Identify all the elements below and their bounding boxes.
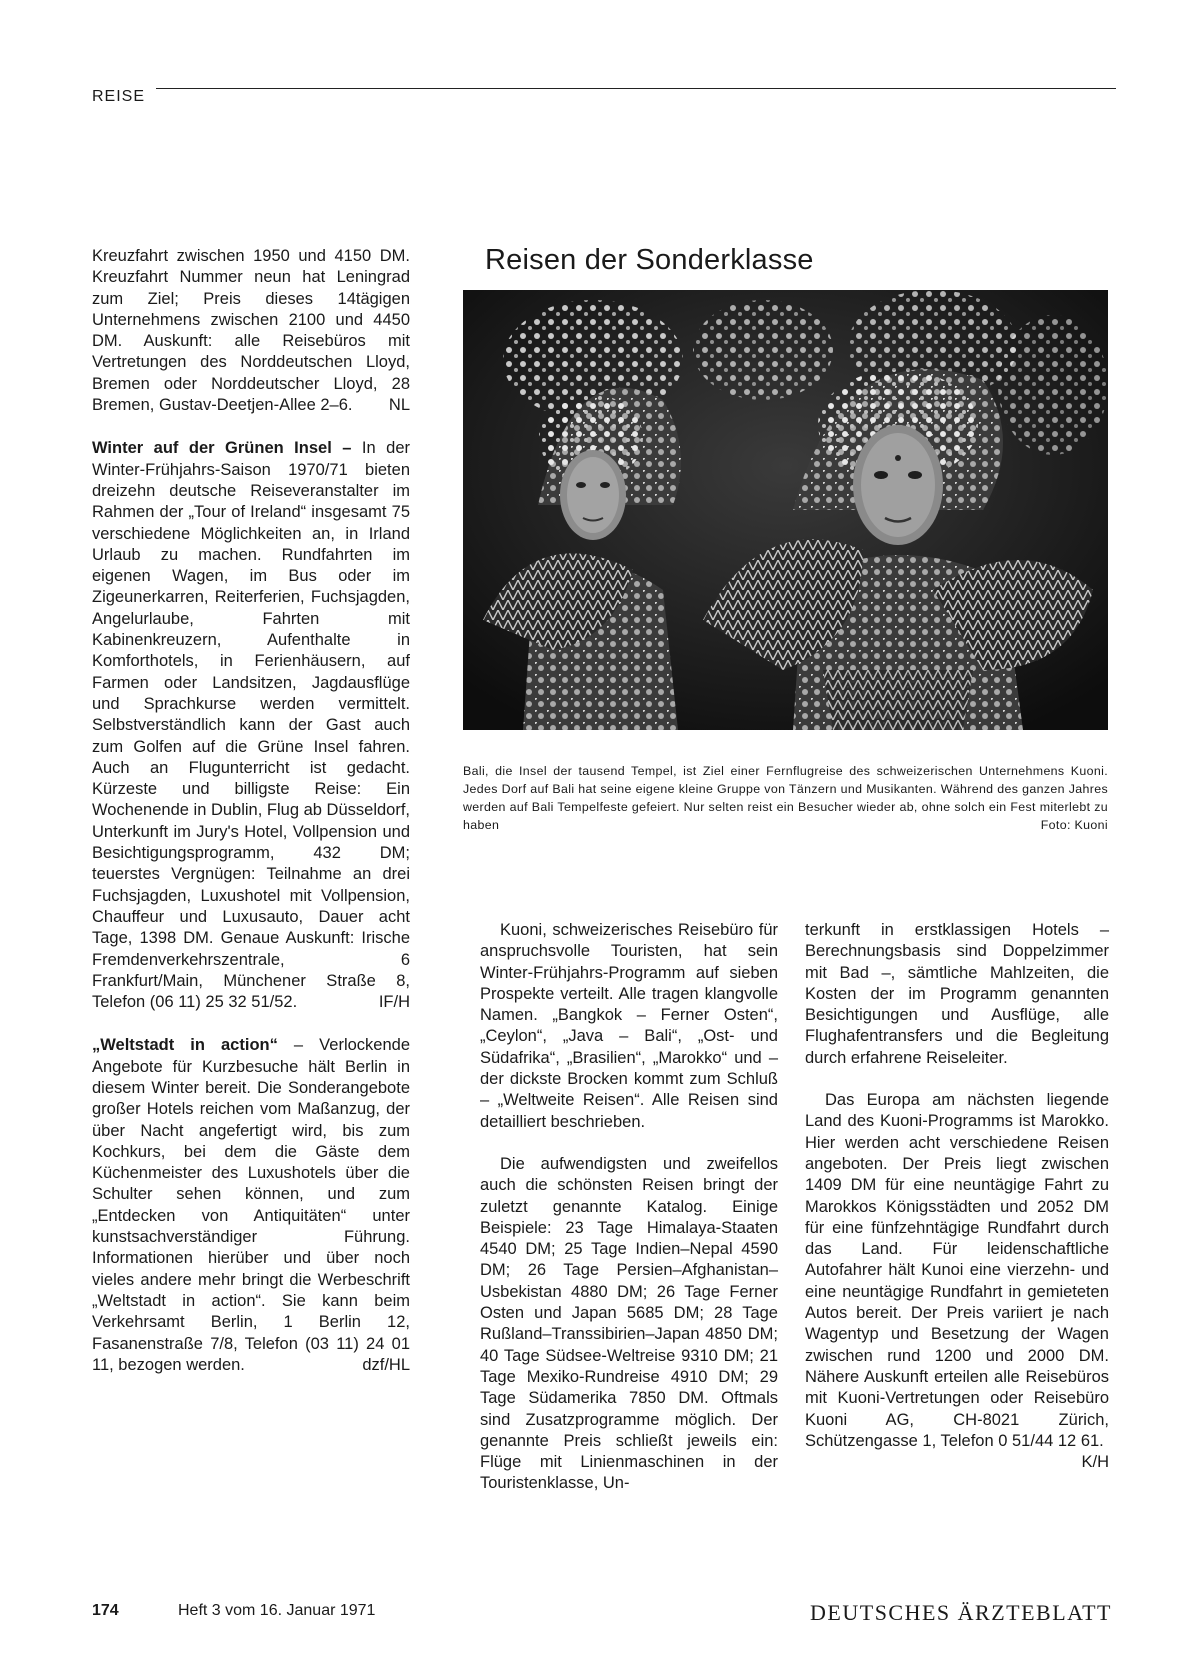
berlin-headline: „Weltstadt in action“ <box>92 1036 278 1055</box>
kuoni-morocco-text: Das Europa am nächsten liegende Land des Kuoni-Programms ist Marokko. Hier werden acht verschiedene Reisen angeboten. Der Preis liegt zwischen 1409 DM für eine neuntägige Fahrt zu Marokkos Königsstädten und 2052 DM für eine fünfzehntägige Rundfahrt durch das Land. Für leidenschaftliche Autofahrer hält Kunoi eine vierzehn- und eine neuntägige Rundfahrt in gemieteten Autos bereit. Der Preis variiert je nach Wagentyp und Besetzung der Wagen zwischen rund 1200 und 2000 DM. Nähere Auskunft erteilen alle Reisebüros mit Kuoni-Vertretungen oder Reisebüro Kuoni AG, CH-8021 Zürich, Schützengasse 1, Telefon 0 51/44 12 61. <box>805 1091 1109 1450</box>
issue-info: Heft 3 vom 16. Januar 1971 <box>178 1602 376 1619</box>
cruise-text: Kreuzfahrt zwischen 1950 und 4150 DM. Kreuzfahrt Nummer neun hat Leningrad zum Ziel; Preis dieses 14tägigen Unternehmens zwischen 2100 und 4450 DM. Auskunft: alle Reisebüros mit Vertretungen des Norddeutschen Lloyd, Bremen oder Norddeutscher Lloyd, 28 Bremen, Gustav-Deetjen-Allee 2–6. <box>92 247 410 415</box>
left-column <box>92 246 410 1376</box>
article-title: Reisen der Sonderklasse <box>485 244 814 276</box>
ireland-headline: Winter auf der Grünen Insel – <box>92 439 352 458</box>
kuoni-examples-paragraph: Die aufwendigsten und zweifellos auch die schönsten Reisen bringt der zuletzt genannte Katalog. Einige Beispiele: 23 Tage Himalaya-Staaten 4540 DM; 25 Tage Indien–Nepal 4590 DM; 26 Tage Persien–Afghanistan–Usbekistan 4880 DM; 26 Tage Ferner Osten und Japan 5685 DM; 28 Tage Rußland–Transsibirien–Japan 4850 DM; 40 Tage Südsee-Weltreise 9310 DM; 21 Tage Mexiko-Rundreise 4910 DM; 29 Tage Südamerika 7850 DM. Oftmals sind Zusatzprogramme möglich. Der genannte Preis schließt jeweils ein: Flüge mit Linienmaschinen in der Touristenklasse, Un- <box>480 1154 778 1493</box>
photo-caption <box>463 762 1108 834</box>
page-header <box>92 88 1112 108</box>
signature-ifh: IF/H <box>378 993 410 1012</box>
cruise-paragraph <box>92 246 410 416</box>
ireland-paragraph <box>92 438 410 1013</box>
article-column-right <box>805 920 1109 1473</box>
page-footer <box>92 1600 1112 1628</box>
photo-illustration <box>463 290 1108 730</box>
kuoni-services-paragraph: terkunft in erstklassigen Hotels – Berechnungsbasis sind Doppelzimmer mit Bad –, sämtliche Mahlzeiten, die Kosten der im Programm genannten Besichtigungen und Ausflüge, alle Flughafentransfers und die Begleitung durch erfahrene Reiseleiter. <box>805 921 1109 1067</box>
caption-text: Bali, die Insel der tausend Tempel, ist Ziel einer Fernflugreise des schweizerischen Unternehmens Kuoni. Jedes Dorf auf Bali hat seine eigene kleine Gruppe von Tänzern und Musikanten. Während des ganzen Jahres werden auf Bali Tempelfeste gefeiert. Nur selten reist ein Besucher wieder ab, ohne solch ein Fest miterlebt zu haben <box>463 764 1108 832</box>
section-label: REISE <box>92 88 146 105</box>
publication-name: DEUTSCHES ÄRZTEBLATT <box>810 1600 1112 1625</box>
kuoni-intro-paragraph: Kuoni, schweizerisches Reisebüro für anspruchsvolle Touristen, hat sein Winter-Frühjahrs-Programm auf sieben Prospekte verteilt. Alle tragen klangvolle Namen. „Bangkok – Ferner Osten“, „Ceylon“, „Java – Bali“, „Ost- und Südafrika“, „Brasilien“, „Marokko“ und – der dickste Brocken kommt zum Schluß – „Weltweite Reisen“. Alle Reisen sind detailliert beschrieben. <box>480 921 778 1131</box>
berlin-paragraph <box>92 1035 410 1376</box>
bali-dancers-photo <box>463 290 1108 730</box>
signature-dzfhl: dzf/HL <box>362 1355 410 1374</box>
page-number: 174 <box>92 1602 119 1619</box>
ireland-text: In der Winter-Frühjahrs-Saison 1970/71 bieten dreizehn deutsche Reiseveranstalter im Rahmen der „Tour of Ireland“ insgesamt 75 verschiedene Möglichkeiten an, in Irland Urlaub zu machen. Rundfahrten im eigenen Wagen, im Bus oder im Zigeunerkarren, Reiterferien, Fuchsjagden, Angelurlaube, Fahrten mit Kabinenkreuzern, Aufenthalte in Komforthotels, in Ferienhäusern, auf Farmen oder Landsitzen, Jagdausflüge und Sprachkurse werden vermittelt. Selbstverständlich kann der Gast auch zum Golfen auf die Grüne Insel fahren. Auch an Flugunterricht ist gedacht. Kürzeste und billigste Reise: Ein Wochenende in Dublin, Flug ab Düsseldorf, Unterkunft im Jury's Hotel, Vollpension und Besichtigungsprogramm, 432 DM; teuerstes Vergnügen: Teilnahme an drei Fuchsjagden, Luxushotel mit Vollpension, Chauffeur und Luxusauto, Dauer acht Tage, 1398 DM. Genaue Auskunft: Irische Fremdenverkehrszentrale, 6 Frankfurt/Main, Münchener Straße 8, Telefon (06 11) 25 32 51/52. <box>92 439 410 1012</box>
signature-nl: NL <box>388 396 410 415</box>
header-rule <box>156 88 1116 89</box>
photo-credit: Foto: Kuoni <box>1040 818 1108 832</box>
berlin-text: – Verlockende Angebote für Kurzbesuche hält Berlin in diesem Winter bereit. Die Sonderangebote großer Hotels reichen vom Maßanzug, der über Nacht angefertigt wird, bis zum Kochkurs, bei dem die Gäste dem Küchenmeister des Luxushotels über die Schulter sehen können, und zum „Entdecken von Antiquitäten“ unter kunstsachverständiger Führung. Informationen hierüber und über noch vieles andere mehr bringt die Werbeschrift „Weltstadt in action“. Sie kann beim Verkehrsamt Berlin, 1 Berlin 12, Fasanenstraße 7/8, Telefon (03 11) 24 01 11, bezogen werden. <box>92 1036 410 1374</box>
article-column-middle <box>480 920 778 1495</box>
kuoni-morocco-paragraph <box>805 1090 1109 1473</box>
signature-kh: K/H <box>1081 1453 1109 1472</box>
